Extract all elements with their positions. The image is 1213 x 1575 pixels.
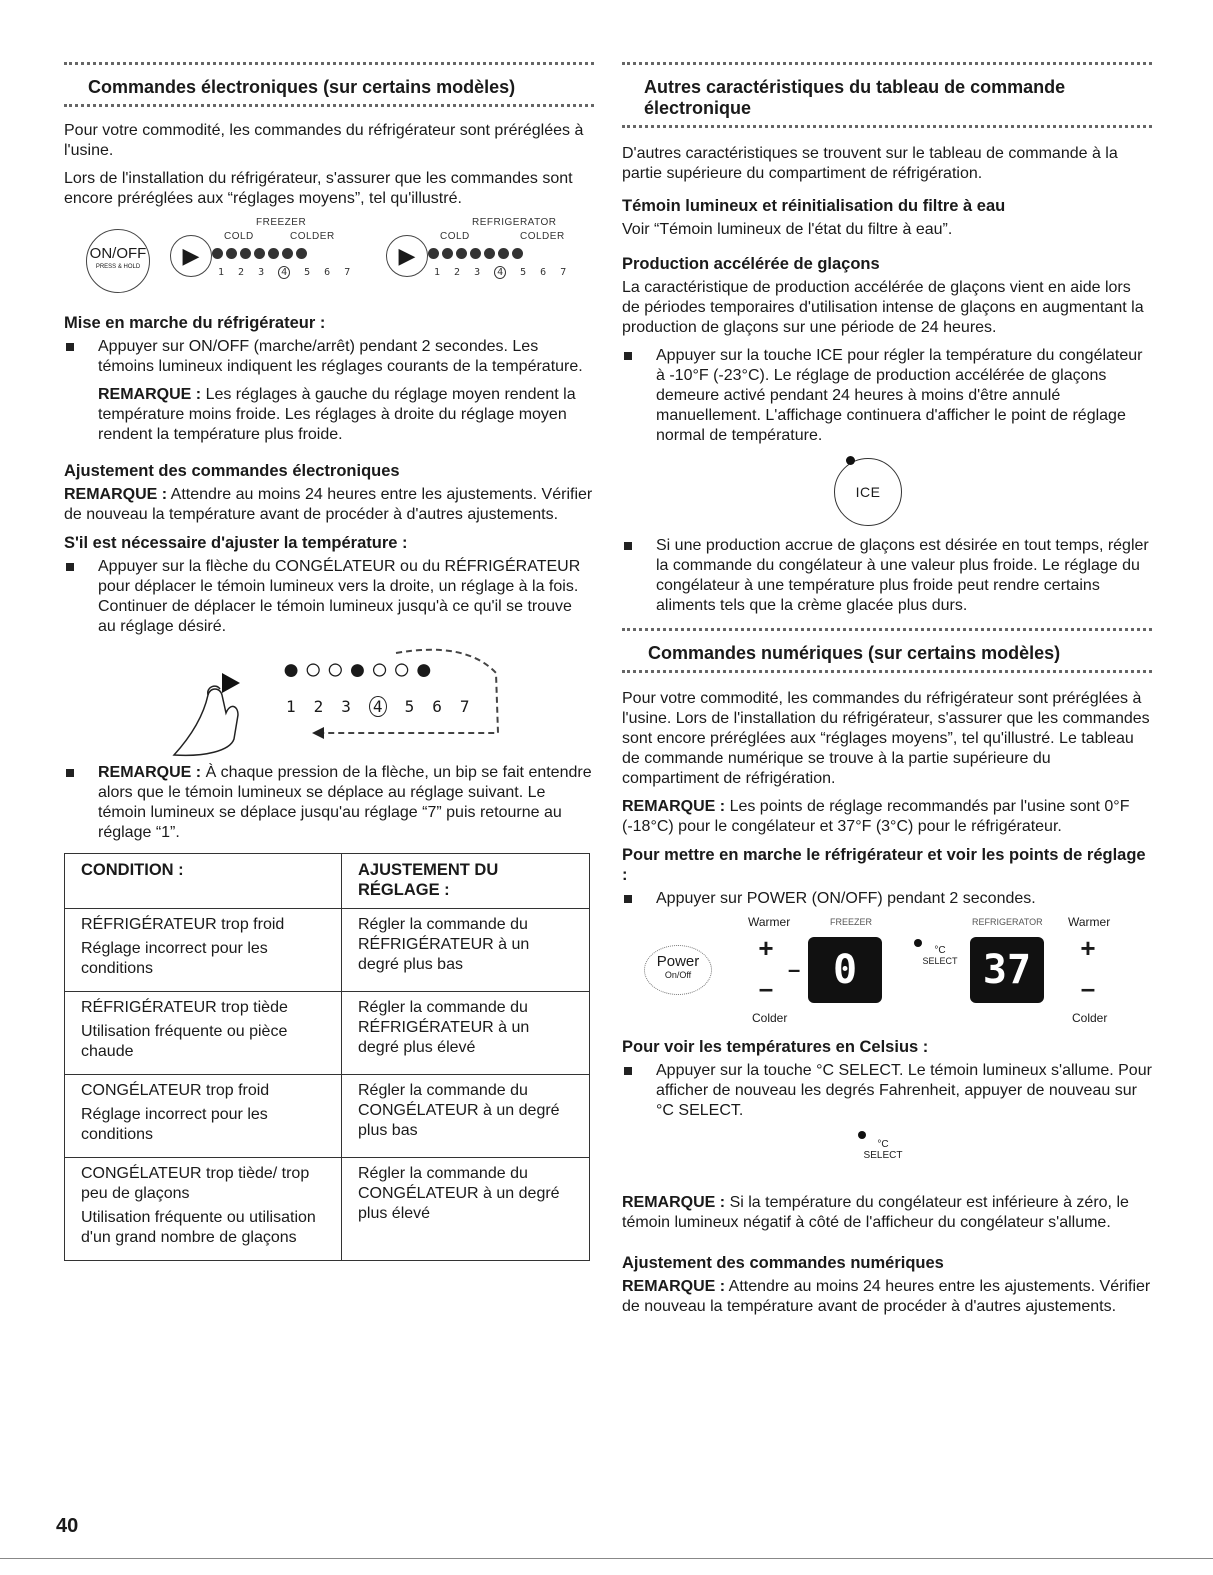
plus-icon: + (1080, 933, 1096, 963)
table-cell: Régler la commande du RÉFRIGÉRATEUR à un degré plus bas (342, 909, 590, 992)
table-cell (65, 992, 342, 1075)
digital-adjust-heading: Ajustement des commandes numériques (622, 1254, 944, 1272)
celsius-unit-label: °C (877, 1139, 889, 1150)
ice-heading: Production accélérée de glaçons (622, 255, 880, 273)
left-column (64, 62, 594, 1261)
level-number: 2 (313, 697, 324, 716)
press-hold-label: PRESS & HOLD (95, 264, 141, 270)
led-on-icon: ● (282, 653, 305, 686)
freezer-warmer-button[interactable] (750, 935, 782, 963)
condition-cause: Réglage incorrect pour les conditions (81, 1106, 268, 1143)
adjust-heading: Ajustement des commandes électroniques (64, 462, 400, 480)
arrow-right-icon: ▶ (398, 243, 416, 268)
divider (622, 62, 1152, 71)
list-item (622, 346, 1152, 446)
led-on-icon: ● (348, 653, 371, 686)
note-text: Les réglages à gauche du réglage moyen rendent la température moins froide. Les réglages à droite du réglage moyen rendent la température plus froide. (98, 386, 576, 443)
led (240, 248, 251, 259)
freezer-label: FREEZER (830, 917, 873, 927)
led (226, 248, 237, 259)
table-cell (65, 1158, 342, 1261)
refrigerator-cold-label: COLD (440, 231, 470, 242)
freezer-colder-button[interactable] (750, 975, 782, 1003)
table-row (65, 909, 590, 992)
led (470, 248, 481, 259)
condition-cause: Utilisation fréquente ou utilisation d'un grand nombre de glaçons (81, 1209, 316, 1246)
freezer-cold-label: COLD (224, 231, 254, 242)
freezer-warmer-label: Warmer (748, 915, 791, 929)
adjust-bullet-text: Appuyer sur la flèche du CONGÉLATEUR ou du RÉFRIGÉRATEUR pour déplacer le témoin lumineux vers la droite, un réglage à la fois. Continuer de déplacer le témoin lumineux jusqu'à ce qu'il se trouve au réglage désiré. (98, 558, 581, 635)
filter-text: Voir “Témoin lumineux de l'état du filtre à eau”. (622, 221, 953, 238)
digital-adjust-note (622, 1277, 1152, 1317)
note-label: REMARQUE : (64, 486, 168, 503)
celsius-select-button[interactable] (918, 945, 962, 966)
freezer-label: FREEZER (256, 217, 307, 228)
ice-list (622, 346, 1152, 446)
refrigerator-warmer-button[interactable] (1072, 935, 1104, 963)
filter-heading: Témoin lumineux et réinitialisation du filtre à eau (622, 197, 1006, 215)
level-number: 3 (474, 267, 481, 278)
freezer-display (808, 937, 882, 1003)
ice-button-label: ICE (855, 484, 881, 500)
condition-text: CONGÉLATEUR trop froid (81, 1082, 270, 1099)
led (212, 248, 223, 259)
beep-list (64, 763, 594, 843)
startup-note (98, 385, 594, 445)
led-on-icon: ● (414, 653, 437, 686)
intro-paragraph: Pour votre commodité, les commandes du réfrigérateur sont préréglées à l'usine. (64, 122, 584, 159)
condition-cause: Réglage incorrect pour les conditions (81, 940, 268, 977)
adjustment-table (64, 853, 590, 1261)
adjust-list (64, 557, 594, 637)
condition-text: RÉFRIGÉRATEUR trop froid (81, 916, 285, 933)
table-cell: Régler la commande du CONGÉLATEUR à un degré plus élevé (342, 1158, 590, 1261)
led (456, 248, 467, 259)
table-header-row (65, 854, 590, 909)
digital-intro: Pour votre commodité, les commandes du réfrigérateur sont préréglées à l'usine. Lors de l'installation du réfrigérateur, s'assurer que les commandes sont encore préréglées aux “réglages moyens”, tel qu'illustré. Le tableau de commande numérique se trouve à la partie supérieure du compartiment de réfrigération. (622, 690, 1150, 787)
list-item (64, 557, 594, 637)
led-adjust-figure (64, 643, 594, 763)
level-number: 7 (560, 267, 567, 278)
table-row (65, 992, 590, 1075)
led (512, 248, 523, 259)
level-number: 3 (258, 267, 265, 278)
level-number: 7 (344, 267, 351, 278)
table-cell (65, 909, 342, 992)
note-label: REMARQUE : (622, 798, 726, 815)
indicator-dot-icon (846, 456, 855, 465)
refrigerator-label: REFRIGERATOR (972, 917, 1043, 927)
freezer-arrow-button[interactable] (170, 235, 212, 277)
refrigerator-display (970, 937, 1044, 1003)
refrigerator-label: REFRIGERATOR (472, 217, 557, 228)
level-number: 4 (494, 266, 506, 279)
level-number: 5 (304, 267, 311, 278)
list-item (622, 1061, 1152, 1121)
section-title-digital-controls: Commandes numériques (sur certains modèles) (648, 643, 1061, 663)
cycle-arrow-illustration (276, 643, 536, 753)
freezer-temperature: 0 (832, 947, 858, 993)
power-label: Power (656, 953, 700, 970)
freezer-levels (218, 262, 350, 280)
led (296, 248, 307, 259)
celsius-indicator-dot-icon (858, 1131, 866, 1139)
led (428, 248, 439, 259)
celsius-select-button[interactable] (858, 1139, 908, 1161)
ice-list-2 (622, 536, 1152, 616)
celsius-select-figure (622, 1127, 1152, 1193)
section-title-other-features: Autres caractéristiques du tableau de commande électronique (644, 77, 1066, 118)
intro-paragraph: D'autres caractéristiques se trouvent sur le tableau de commande à la partie supérieure du compartiment de réfrigération. (622, 145, 1118, 182)
condition-text: CONGÉLATEUR trop tiède/ trop peu de glaçons (81, 1165, 310, 1202)
celsius-list (622, 1061, 1152, 1121)
if-needed-heading: S'il est nécessaire d'ajuster la température : (64, 534, 408, 552)
led-off-icon: ○ (370, 653, 393, 686)
divider (622, 125, 1152, 134)
on-off-button[interactable] (86, 229, 150, 293)
led (268, 248, 279, 259)
ice-bullet-text: Appuyer sur la touche ICE pour régler la température du congélateur à -10°F (-23°C). Le réglage de production accélérée de glaçons demeure activé pendant 24 heures à moins d'être annulé manuellement. L'affichage continuera d'afficher le point de réglage normal de température. (656, 347, 1143, 444)
startup-list (64, 337, 594, 445)
divider (622, 628, 1152, 637)
led-off-icon: ○ (326, 653, 349, 686)
minus-icon: – (1080, 973, 1096, 1003)
power-heading: Pour mettre en marche le réfrigérateur et voir les points de réglage : (622, 846, 1146, 884)
note-text: Si la température du congélateur est inférieure à zéro, le témoin lumineux négatif à côté de l'afficheur du congélateur s'allume. (622, 1194, 1129, 1231)
level-number: 2 (454, 267, 461, 278)
condition-cause: Utilisation fréquente ou pièce chaude (81, 1023, 288, 1060)
section-title-electronic-controls: Commandes électroniques (sur certains modèles) (88, 77, 516, 97)
level-number: 1 (286, 697, 296, 716)
led (498, 248, 509, 259)
page-number: 40 (56, 1515, 79, 1537)
note-text: Les points de réglage recommandés par l'usine sont 0°F (-18°C) pour le congélateur et 37°F (3°C) pour le réfrigérateur. (622, 798, 1130, 835)
startup-heading: Mise en marche du réfrigérateur : (64, 314, 326, 332)
ice-button[interactable] (834, 458, 902, 526)
table-row (65, 1075, 590, 1158)
led (484, 248, 495, 259)
refrigerator-colder-label: COLDER (520, 231, 565, 242)
finger-press-illustration (164, 643, 284, 761)
led-off-icon: ○ (304, 653, 327, 686)
digital-panel-figure (622, 915, 1152, 1033)
celsius-bullet-text: Appuyer sur la touche °C SELECT. Le témoin lumineux s'allume. Pour afficher de nouveau les degrés Fahrenheit, appuyer de nouveau sur °C SELECT. (656, 1062, 1152, 1119)
level-number: 6 (432, 697, 442, 716)
table-cell: Régler la commande du RÉFRIGÉRATEUR à un degré plus élevé (342, 992, 590, 1075)
level-number: 1 (218, 267, 225, 278)
minus-icon: – (758, 973, 774, 1003)
list-item (622, 889, 1152, 909)
right-column (622, 62, 1152, 1325)
level-number: 1 (434, 267, 441, 278)
level-number: 5 (404, 697, 415, 716)
level-number: 4 (369, 696, 387, 717)
level-number: 4 (278, 266, 290, 279)
adjust-note (64, 485, 594, 525)
power-bullet-text: Appuyer sur POWER (ON/OFF) pendant 2 secondes. (656, 890, 1036, 907)
level-number: 6 (324, 267, 331, 278)
refrigerator-levels (434, 262, 566, 280)
level-number: 6 (540, 267, 547, 278)
power-button[interactable] (644, 945, 712, 995)
divider (64, 104, 594, 113)
digital-note (622, 797, 1152, 837)
led-off-icon: ○ (392, 653, 415, 686)
select-label: SELECT (863, 1150, 903, 1161)
footer-rule (0, 1558, 1213, 1559)
on-off-label: On/Off (664, 970, 692, 980)
led (254, 248, 265, 259)
list-item (64, 763, 594, 843)
note-label: REMARQUE : (622, 1194, 726, 1211)
level-number: 5 (520, 267, 527, 278)
intro-paragraph: Lors de l'installation du réfrigérateur, s'assurer que les commandes sont encore préréglées aux “réglages moyens”, tel qu'illustré. (64, 170, 573, 207)
table-cell (65, 1075, 342, 1158)
on-off-label: ON/OFF (89, 245, 147, 262)
negative-indicator: – (788, 957, 801, 982)
note-label: REMARQUE : (622, 1278, 726, 1295)
control-panel-figure (64, 217, 594, 301)
list-item (622, 536, 1152, 616)
refrigerator-colder-button[interactable] (1072, 975, 1104, 1003)
list-item (64, 337, 594, 445)
startup-bullet-text: Appuyer sur ON/OFF (marche/arrêt) pendant 2 secondes. Les témoins lumineux indiquent les réglages courants de la température. (98, 338, 583, 375)
beep-text: À chaque pression de la flèche, un bip se fait entendre alors que le témoin lumineux se déplace au réglage suivant. Le témoin lumineux se déplace jusqu'au réglage “7” puis retourne au réglage “1”. (98, 764, 592, 841)
arrow-right-icon: ▶ (182, 243, 200, 268)
freezer-colder-label: Colder (752, 1011, 788, 1025)
ice-bullet-text: Si une production accrue de glaçons est désirée en tout temps, régler la commande du congélateur à une valeur plus froide. Le réglage du congélateur à une température plus froide peut rendre certains aliments tels que la crème glacée plus durs. (656, 537, 1149, 614)
celsius-unit-label: °C (934, 945, 946, 956)
level-number: 7 (459, 697, 470, 716)
power-list (622, 889, 1152, 909)
note-text: Attendre au moins 24 heures entre les ajustements. Vérifier de nouveau la température avant de procéder à d'autres ajustements. (622, 1278, 1151, 1315)
freezer-colder-label: COLDER (290, 231, 335, 242)
refrigerator-warmer-label: Warmer (1068, 915, 1111, 929)
ice-text: La caractéristique de production accélérée de glaçons vient en aide lors de périodes temporaires d'utilisation intense de glaçons en augmentant la production de glaçons sur une période de 24 heures. (622, 279, 1144, 336)
level-number: 2 (238, 267, 245, 278)
select-label: SELECT (922, 956, 958, 966)
refrigerator-arrow-button[interactable] (386, 235, 428, 277)
note-text: Attendre au moins 24 heures entre les ajustements. Vérifier de nouveau la température avant de procéder à d'autres ajustements. (64, 486, 593, 523)
divider (622, 670, 1152, 679)
table-header: CONDITION : (65, 854, 342, 909)
ice-button-figure (622, 452, 1152, 536)
negative-note (622, 1193, 1152, 1233)
led (282, 248, 293, 259)
condition-text: RÉFRIGÉRATEUR trop tiède (81, 999, 288, 1016)
refrigerator-temperature: 37 (982, 947, 1032, 993)
divider (64, 62, 594, 71)
refrigerator-colder-label: Colder (1072, 1011, 1108, 1025)
note-label: REMARQUE : (98, 386, 202, 403)
note-label: REMARQUE : (98, 764, 202, 781)
table-row (65, 1158, 590, 1261)
celsius-heading: Pour voir les températures en Celsius : (622, 1038, 929, 1056)
table-header: AJUSTEMENT DU RÉGLAGE : (342, 854, 590, 909)
table-cell: Régler la commande du CONGÉLATEUR à un degré plus bas (342, 1075, 590, 1158)
plus-icon: + (758, 933, 774, 963)
led (442, 248, 453, 259)
level-number: 3 (341, 697, 351, 716)
